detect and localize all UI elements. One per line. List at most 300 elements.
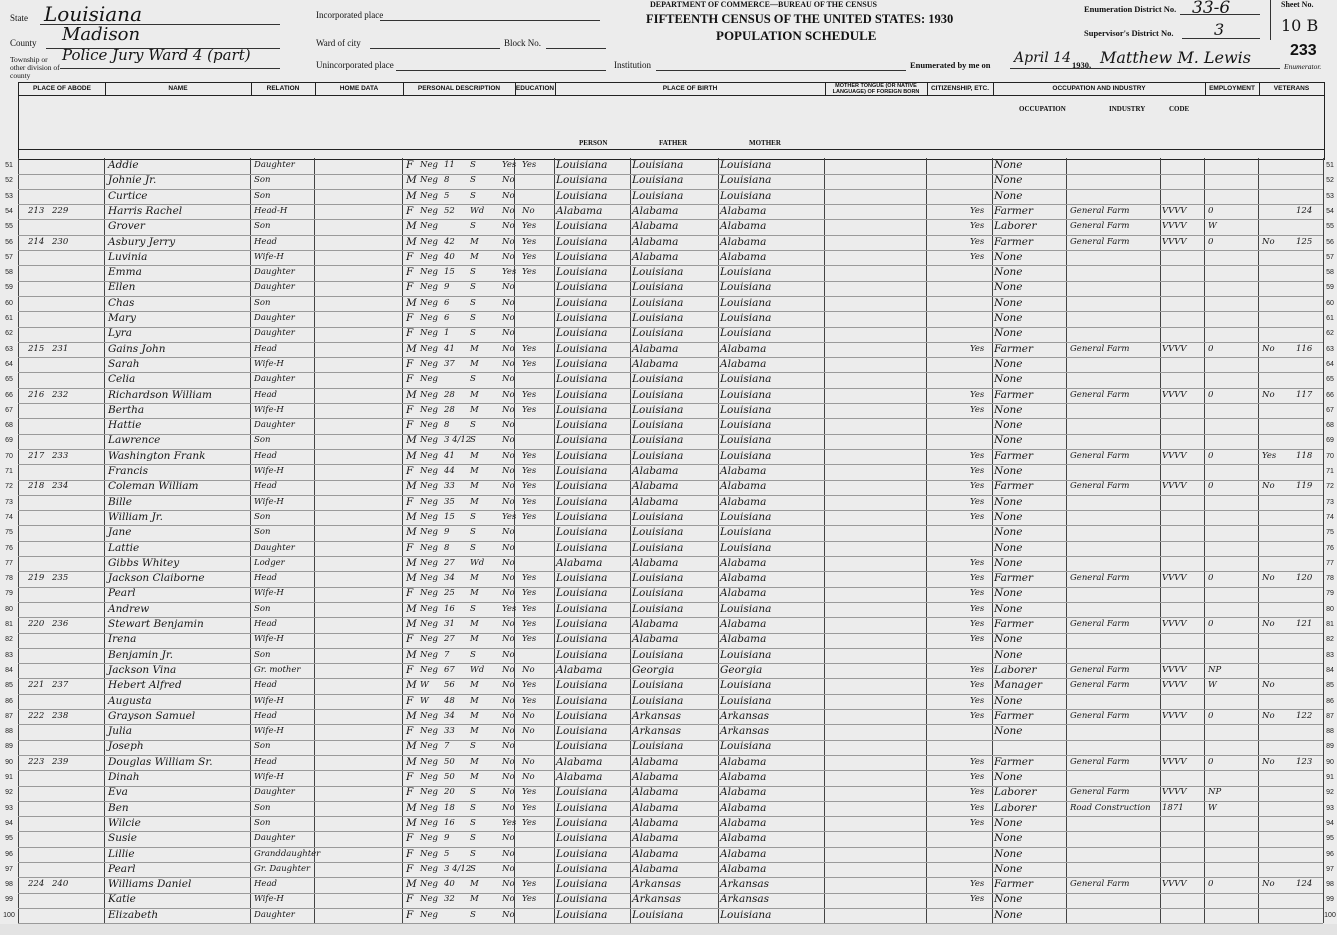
cell-name: Coleman William [108,480,199,493]
table-row [5,326,1334,343]
cell-vet [1262,525,1288,540]
cell-ind [1070,556,1160,571]
cell-age: 52 [444,205,455,216]
cell-code [1162,189,1202,204]
cell-code [1162,862,1202,877]
cell-code [1162,908,1202,923]
enumerator-label: Enumerator. [1284,62,1322,71]
cell-name: Addie [108,159,139,171]
cell-code [1162,280,1202,295]
cell-sch: No [502,772,515,782]
cell-fam [52,724,78,739]
line-number: 59 [5,284,13,292]
cell-vet [1262,433,1288,448]
relation-header: RELATION [251,83,316,96]
cell-fam [52,556,78,571]
cell-farm [1296,556,1322,571]
table-row [5,280,1334,297]
cell-fbp: Louisiana [632,740,684,753]
cell-vet [1262,173,1288,188]
cell-vet [1262,694,1288,709]
cell-work: Yes [970,894,985,905]
cell-rel: Son [254,190,271,201]
cell-fam [52,785,78,800]
cell-mar: S [470,313,476,323]
cell-farm: 119 [1296,481,1313,492]
cell-rel: Lodger [254,557,285,568]
cell-mbp: Alabama [720,342,767,355]
cell-mar: S [470,527,476,538]
cell-vet [1262,219,1288,234]
cell-vet [1262,770,1288,785]
cell-rel: Wife-H [254,588,284,599]
line-number: 90 [5,758,13,766]
place-of-birth-header: PLACE OF BIRTH [555,83,826,96]
citizenship-header: CITIZENSHIP, ETC. [927,83,994,96]
cell-occ: None [994,725,1023,738]
cell-sch: No [502,802,515,813]
cell-dw: 219 [28,573,45,584]
cell-read [522,372,544,387]
cell-read [522,831,544,846]
cell-sex: M [406,816,417,829]
cell-rel: Gr. mother [254,664,301,675]
cell-rel: Son [254,741,271,752]
cell-work: Yes [970,603,985,614]
cell-mar: S [470,160,476,170]
line-number-right: 60 [1326,299,1334,307]
line-number: 100 [3,911,15,919]
cell-farm [1296,586,1322,601]
cell-sex: M [406,602,417,615]
cell-name: Lyra [108,327,132,340]
line-number: 77 [5,559,13,567]
table-row [5,372,1334,389]
cell-emp: W [1208,221,1217,232]
cell-sex: M [406,648,417,661]
cell-fam: 231 [52,343,69,354]
cell-mar: M [470,695,479,706]
cell-dw [28,433,50,448]
table-row [5,250,1334,267]
cell-ind: General Farm [1070,619,1130,629]
line-number-right: 55 [1326,223,1334,231]
cell-mbp: Louisiana [720,541,772,554]
cell-read: Yes [522,267,537,278]
line-number-right: 84 [1326,666,1334,674]
cell-code: VVVV [1162,710,1187,721]
enumerated-label: Enumerated by me on [910,60,991,70]
cell-bp: Louisiana [556,618,608,630]
cell-emp: W [1208,802,1217,813]
cell-work: Yes [970,619,985,629]
cell-sch: No [502,190,515,201]
cell-code [1162,525,1202,540]
cell-mbp: Georgia [720,663,763,676]
cell-bp: Louisiana [556,526,608,539]
cell-name: Luvinia [108,250,148,263]
cell-fbp: Louisiana [632,327,684,340]
cell-ind: General Farm [1070,573,1130,584]
cell-race: Neg [420,588,438,599]
cell-work [970,296,992,311]
cell-bp: Louisiana [556,893,608,906]
cell-read: Yes [522,619,537,629]
cell-race: Neg [420,756,438,767]
cell-name: Elizabeth [108,908,159,921]
cell-fam [52,296,78,311]
cell-ind [1070,495,1160,510]
table-row [5,648,1334,665]
cell-fam: 234 [52,481,69,492]
cell-sch: No [502,542,515,553]
line-number: 99 [5,896,13,904]
cell-ind: General Farm [1070,205,1130,216]
cell-read: Yes [522,389,537,400]
cell-rel: Wife-H [254,358,284,369]
cell-code: VVVV [1162,450,1187,461]
cell-emp: NP [1208,787,1222,798]
cell-sch: No [502,573,515,584]
cell-sex: F [406,694,414,707]
cell-fam: 237 [52,680,69,691]
cell-read [522,541,544,556]
cell-sex: M [406,174,417,187]
cell-emp [1208,541,1228,556]
cell-emp [1208,648,1228,663]
cell-farm [1296,372,1322,387]
cell-work: Yes [970,389,985,400]
cell-rel: Son [254,175,271,186]
cell-code [1162,602,1202,617]
cell-name: Jackson Claiborne [108,572,205,585]
cell-name: Gains John [108,342,166,355]
cell-work [970,173,992,188]
cell-sch: No [502,894,515,905]
cell-name: Augusta [108,694,152,707]
cell-name: Francis [108,465,148,477]
cell-mar: S [470,603,476,614]
cell-sch: Yes [502,817,517,828]
table-row [3,908,1336,925]
cell-fam: 240 [52,879,69,890]
cell-sch: No [502,496,515,507]
cell-sex: M [406,755,417,768]
cell-name: Sarah [108,357,140,370]
table-row [5,801,1334,818]
cell-sch: No [502,221,515,232]
cell-sch: No [502,374,515,385]
county-label: County [10,38,37,48]
cell-farm [1296,892,1322,907]
line-number: 98 [5,881,13,889]
cell-emp [1208,556,1228,571]
cell-sch: No [502,863,515,874]
cell-ind [1070,372,1160,387]
cell-rel: Son [254,802,271,813]
line-number: 92 [5,789,13,797]
cell-occ: None [994,602,1023,615]
line-number: 86 [5,697,13,705]
cell-mar: M [470,879,479,890]
cell-farm [1296,724,1322,739]
line-number-right: 56 [1326,238,1334,246]
cell-race: Neg [420,496,438,507]
cell-race: Neg [420,221,438,232]
enum-district-label: Enumeration District No. [1084,4,1177,14]
cell-read: Yes [522,894,537,905]
cell-mbp: Alabama [720,556,767,569]
cell-sch: No [502,389,515,400]
cell-rel: Head [254,619,277,629]
cell-race: Neg [420,833,438,844]
cell-code [1162,433,1202,448]
cell-bp: Alabama [556,663,603,676]
line-number-right: 85 [1326,682,1334,690]
cell-rel: Head [254,481,277,492]
cell-occ: Farmer [994,388,1034,401]
cell-fbp: Alabama [632,862,679,875]
cell-work [970,418,992,433]
cell-fbp: Alabama [632,235,679,248]
cell-fam [52,541,78,556]
cell-sex: M [406,510,417,523]
cell-fam [52,265,78,280]
cell-work: Yes [970,787,985,798]
cell-age: 5 [444,190,450,201]
line-number: 79 [5,590,13,598]
cell-mbp: Alabama [720,220,767,233]
cell-fbp: Louisiana [632,312,684,324]
cell-rel: Wife-H [254,496,284,507]
cell-fbp: Louisiana [632,189,684,202]
cell-dw [28,663,50,678]
line-number: 66 [5,391,13,399]
cell-occ: None [994,312,1023,324]
table-row [5,862,1334,879]
cell-fam [52,586,78,601]
cell-code: VVVV [1162,680,1187,691]
cell-sex: F [406,327,414,340]
cell-dw [28,892,50,907]
cell-mbp: Alabama [720,495,767,508]
cell-mar: M [470,894,479,905]
cell-race: Neg [420,619,438,629]
cell-sex: F [406,403,414,416]
cell-name: Eva [108,786,128,799]
cell-occ: None [994,648,1023,661]
cell-work: Yes [970,588,985,599]
cell-bp: Louisiana [556,587,608,600]
cell-name: Pearl [108,587,136,600]
cell-ind [1070,816,1160,831]
cell-farm [1296,189,1322,204]
line-number: 68 [5,422,13,430]
cell-emp [1208,418,1228,433]
cell-mar: M [470,251,479,262]
cell-sex: F [406,204,414,217]
cell-race: Neg [420,879,438,890]
line-number: 69 [5,437,13,445]
cell-fam [52,663,78,678]
cell-race: Neg [420,297,438,308]
cell-ind [1070,648,1160,663]
cell-sex: M [406,480,417,493]
cell-sch: No [502,328,515,339]
cell-age: 15 [444,511,455,522]
cell-occ: None [994,281,1023,294]
cell-mbp: Alabama [720,755,767,768]
cell-work [970,311,992,326]
cell-fbp: Alabama [632,495,679,508]
cell-farm [1296,632,1322,647]
line-number: 96 [5,850,13,858]
cell-vet [1262,663,1288,678]
cell-sex: M [406,189,417,202]
cell-name: Ben [108,801,129,814]
cell-mar: S [470,817,476,828]
cell-mbp: Alabama [720,801,767,814]
cell-emp: 0 [1208,343,1214,354]
cell-ind [1070,464,1160,479]
cell-mbp: Alabama [720,587,767,600]
cell-code: VVVV [1162,573,1187,584]
table-row [5,464,1334,481]
table-row [5,847,1334,864]
cell-ind [1070,770,1160,785]
cell-vet [1262,556,1288,571]
cell-name: Celia [108,373,136,386]
cell-bp: Louisiana [556,373,608,386]
table-row [5,311,1334,328]
cell-bp: Louisiana [556,189,608,202]
table-row [5,541,1334,558]
cell-bp: Louisiana [556,694,608,707]
cell-sch: No [502,848,515,859]
cell-dw: 214 [28,236,45,247]
cell-rel: Daughter [254,909,295,920]
line-number-right: 54 [1326,207,1334,215]
cell-read: Yes [522,603,537,614]
cell-name: Chas [108,296,135,309]
cell-occ: None [994,434,1023,447]
cell-ind: General Farm [1070,389,1130,400]
cell-sch: No [502,343,515,354]
cell-sex: F [406,908,414,921]
table-row [5,219,1334,236]
line-number-right: 73 [1326,498,1334,506]
cell-bp: Louisiana [556,434,608,447]
cell-sch: No [502,833,515,844]
cell-dw [28,648,50,663]
cell-age: 16 [444,603,455,614]
cell-sex: M [406,235,417,248]
birth-person-subhead: PERSON [579,139,608,147]
cell-mbp: Louisiana [720,510,772,523]
state-value: Louisiana [44,2,142,26]
cell-vet [1262,908,1288,923]
cell-race: Neg [420,420,438,431]
cell-farm [1296,785,1322,800]
cell-emp: 0 [1208,481,1214,492]
cell-dw: 218 [28,481,45,492]
cell-vet [1262,372,1288,387]
cell-sex: F [406,832,414,845]
cell-sex: M [406,449,417,462]
cell-dw [28,189,50,204]
cell-fam [52,847,78,862]
cell-work: Yes [970,481,985,492]
cell-bp: Louisiana [556,510,608,523]
cell-fam: 229 [52,205,69,216]
cell-race: Neg [420,726,438,737]
cell-bp: Louisiana [556,786,608,799]
line-number: 85 [5,682,13,690]
cell-name: Pearl [108,862,136,875]
line-number-right: 91 [1326,774,1334,781]
cell-fam [52,311,78,326]
cell-race: Neg [420,772,438,782]
cell-mar: S [470,787,476,798]
cell-code [1162,403,1202,418]
cell-occ: Laborer [994,663,1037,676]
cell-work: Yes [970,664,985,675]
cell-mar: M [470,756,479,767]
cell-fbp: Arkansas [632,725,682,738]
cell-vet [1262,847,1288,862]
cell-race: Neg [420,542,438,553]
schedule-title: POPULATION SCHEDULE [716,28,877,43]
cell-fbp: Louisiana [632,679,684,692]
table-row [5,357,1334,374]
cell-name: Wilcie [108,816,141,829]
cell-work [970,525,992,540]
cell-race: Neg [420,848,438,859]
table-row [5,388,1334,405]
table-row [5,189,1334,206]
cell-emp: 0 [1208,756,1214,767]
cell-age: 18 [444,802,455,813]
cell-ind [1070,311,1160,326]
cell-dw [28,464,50,479]
cell-sex: M [406,526,417,539]
cell-fbp: Arkansas [632,893,682,906]
line-number: 76 [5,544,13,552]
cell-rel: Head [254,879,277,890]
cell-bp: Louisiana [556,679,608,692]
line-number-right: 67 [1326,406,1334,414]
line-number: 65 [5,376,13,384]
cell-fam [52,250,78,265]
cell-mar: M [470,772,479,782]
cell-emp [1208,173,1228,188]
cell-name: Jackson Vina [108,663,177,676]
cell-name: Jane [108,526,132,539]
cell-work: Yes [970,251,985,262]
cell-bp: Louisiana [556,266,608,279]
cell-emp: 0 [1208,205,1214,216]
cell-name: Lawrence [108,434,161,447]
line-number: 91 [5,774,13,781]
cell-sex: M [406,709,417,722]
table-row [5,235,1334,252]
cell-occ: Farmer [994,618,1034,630]
cell-emp [1208,326,1228,341]
cell-farm [1296,280,1322,295]
cell-rel: Head [254,756,277,767]
line-number-right: 62 [1326,330,1334,338]
cell-emp [1208,724,1228,739]
